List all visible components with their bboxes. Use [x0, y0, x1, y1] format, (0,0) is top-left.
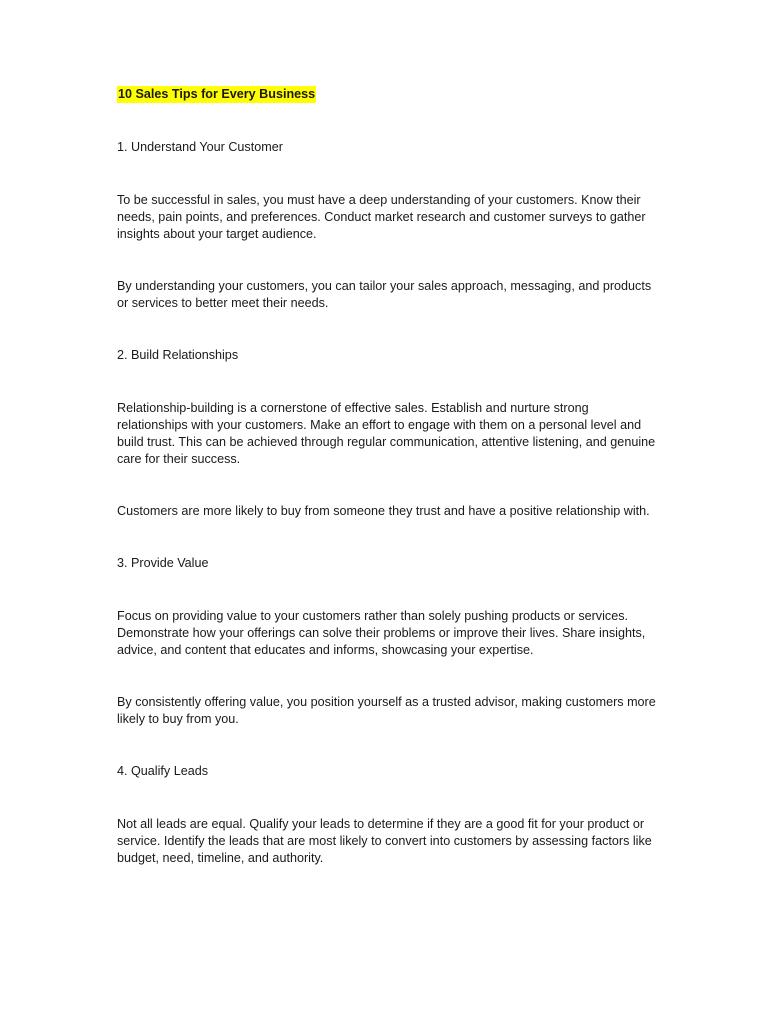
section-3-paragraph-1: Focus on providing value to your customers rather than solely pushing products or services. Demonstrate how your offerings can solve their problems or improve their lives. Share insights, advice, and content that educates and informs, showcasing your expertise.	[117, 609, 646, 657]
section-1-paragraph-1: To be successful in sales, you must have a deep understanding of your customers. Know their needs, pain points, and preferences. Conduct market research and customer surveys to gather insights about your target audience.	[117, 193, 646, 241]
document-title: 10 Sales Tips for Every Business	[118, 87, 316, 101]
section-3-paragraph-2: By consistently offering value, you position yourself as a trusted advisor, making customers more likely to buy from you.	[117, 695, 656, 726]
section-2-paragraph-2: Customers are more likely to buy from someone they trust and have a positive relationship with.	[117, 504, 650, 518]
section-2-paragraph-1: Relationship-building is a cornerstone of effective sales. Establish and nurture strong relationships with your customers. Make an effort to engage with them on a personal level and build trust. This can be achieved through regular communication, attentive listening, and genuine care for their success.	[117, 401, 656, 466]
section-4-paragraph-1: Not all leads are equal. Qualify your leads to determine if they are a good fit for your product or service. Identify the leads that are most likely to convert into customers by assessing factors like budget, need, timeline, and authority.	[117, 817, 652, 865]
section-heading-2: 2. Build Relationships	[117, 348, 239, 362]
section-heading-1: 1. Understand Your Customer	[117, 140, 283, 154]
document-body	[117, 86, 657, 867]
section-heading-3: 3. Provide Value	[117, 556, 209, 570]
section-heading-4: 4. Qualify Leads	[117, 764, 209, 778]
section-1-paragraph-2: By understanding your customers, you can tailor your sales approach, messaging, and products or services to better meet their needs.	[117, 279, 652, 310]
